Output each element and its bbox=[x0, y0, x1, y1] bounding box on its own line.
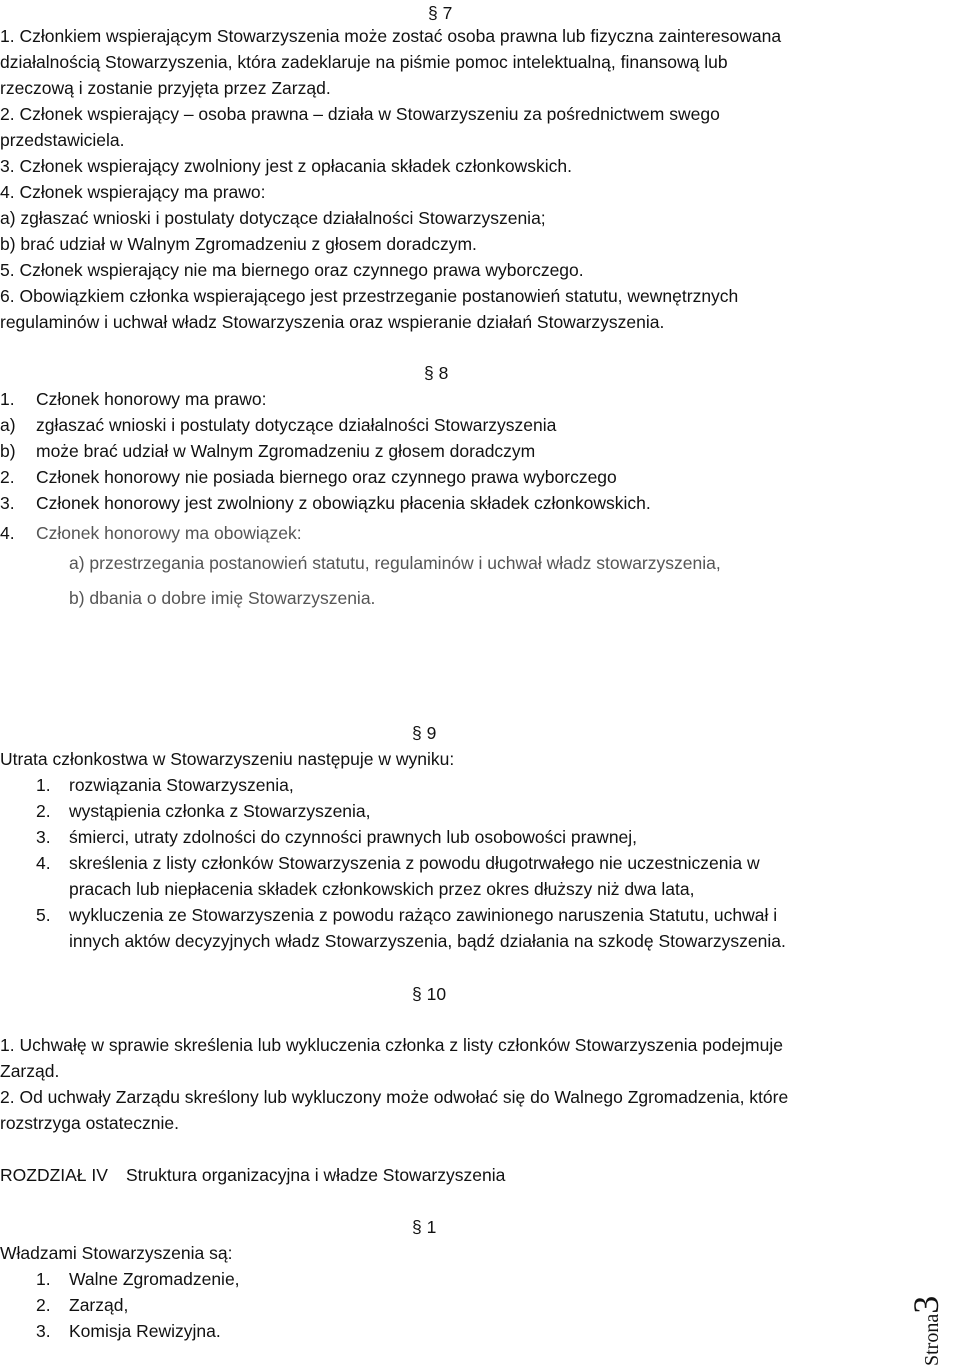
s9-item-text: wystąpienia członka z Stowarzyszenia, bbox=[69, 801, 371, 821]
s7-p6-line2: regulaminów i uchwał władz Stowarzyszenia oraz wspieranie działań Stowarzyszenia. bbox=[0, 312, 665, 332]
s7-p2-line2: przedstawiciela. bbox=[0, 130, 125, 150]
s7-p1-line1: 1. Członkiem wspierającym Stowarzyszenia może zostać osoba prawna lub fizyczna zainteresowana bbox=[0, 26, 782, 46]
section-8-heading: § 8 bbox=[424, 363, 449, 383]
s7-p5: 5. Członek wspierający nie ma biernego oraz czynnego prawa wyborczego. bbox=[0, 260, 584, 280]
s1-item-num: 2. bbox=[36, 1295, 51, 1315]
s8-item-num: a) bbox=[0, 415, 16, 435]
s9-item-text: wykluczenia ze Stowarzyszenia z powodu rażąco zawinionego naruszenia Statutu, uchwał i bbox=[69, 905, 778, 925]
s9-item-text: pracach lub niepłacenia składek członkowskich przez okres dłuższy niż dwa lata, bbox=[69, 879, 695, 899]
s8-item-num: 1. bbox=[0, 389, 15, 409]
s1-item-num: 3. bbox=[36, 1321, 51, 1341]
s7-p1-line2: działalnością Stowarzyszenia, która zadeklaruje na piśmie pomoc intelektualną, finansową lub bbox=[0, 52, 728, 72]
s7-p4: 4. Członek wspierający ma prawo: bbox=[0, 182, 266, 202]
s9-item bbox=[36, 928, 786, 954]
s8-item bbox=[0, 520, 302, 546]
s9-item bbox=[36, 902, 777, 928]
s9-item-num: 3. bbox=[36, 827, 51, 847]
s10-p1-line2: Zarząd. bbox=[0, 1061, 60, 1081]
s8-item-text: może brać udział w Walnym Zgromadzeniu z głosem doradczym bbox=[36, 441, 536, 461]
chapter-label: ROZDZIAŁ IV bbox=[0, 1165, 108, 1185]
section-9-heading: § 9 bbox=[412, 723, 437, 743]
s8-item bbox=[0, 386, 267, 412]
s9-item-num: 5. bbox=[36, 905, 51, 925]
chapter-title: Struktura organizacyjna i władze Stowarzyszenia bbox=[126, 1165, 506, 1185]
s9-item bbox=[36, 772, 294, 798]
s1-item-text: Zarząd, bbox=[69, 1295, 129, 1315]
page-number-label: Strona bbox=[921, 1313, 943, 1366]
s1-item-num: 1. bbox=[36, 1269, 51, 1289]
s9-item-num: 2. bbox=[36, 801, 51, 821]
s7-p1-line3: rzeczową i zostanie przyjęta przez Zarząd. bbox=[0, 78, 331, 98]
s7-p3: 3. Członek wspierający zwolniony jest z opłacania składek członkowskich. bbox=[0, 156, 572, 176]
section-1-heading: § 1 bbox=[412, 1217, 437, 1237]
s1-item-text: Walne Zgromadzenie, bbox=[69, 1269, 240, 1289]
s7-p6-line1: 6. Obowiązkiem członka wspierającego jest przestrzeganie postanowień statutu, wewnętrznych bbox=[0, 286, 739, 306]
s7-p4b: b) brać udział w Walnym Zgromadzeniu z głosem doradczym. bbox=[0, 234, 477, 254]
s8-item-text: Członek honorowy ma prawo: bbox=[36, 389, 267, 409]
s1-item bbox=[36, 1266, 240, 1292]
s9-item bbox=[36, 850, 760, 876]
section-7-heading: § 7 bbox=[428, 3, 453, 23]
s8-item bbox=[0, 412, 556, 438]
s9-item-num: 1. bbox=[36, 775, 51, 795]
s1-item bbox=[36, 1292, 128, 1318]
s8-item-text: Członek honorowy ma obowiązek: bbox=[36, 523, 302, 543]
s9-item bbox=[36, 798, 371, 824]
s8-item bbox=[0, 464, 617, 490]
s9-item-text: innych aktów decyzyjnych władz Stowarzyszenia, bądź działania na szkodę Stowarzyszenia. bbox=[69, 931, 786, 951]
s8-item bbox=[0, 438, 535, 464]
s8-item-num: b) bbox=[0, 441, 16, 461]
s8-duty-a: a) przestrzegania postanowień statutu, regulaminów i uchwał władz stowarzyszenia, bbox=[69, 553, 721, 573]
s9-intro: Utrata członkostwa w Stowarzyszeniu następuje w wyniku: bbox=[0, 749, 455, 769]
s8-duty-b: b) dbania o dobre imię Stowarzyszenia. bbox=[69, 588, 376, 608]
s7-p4a: a) zgłaszać wnioski i postulaty dotyczące działalności Stowarzyszenia; bbox=[0, 208, 546, 228]
s9-item bbox=[36, 824, 637, 850]
s10-p1-line1: 1. Uchwałę w sprawie skreślenia lub wykluczenia członka z listy członków Stowarzyszenia podejmuje bbox=[0, 1035, 783, 1055]
s8-item bbox=[0, 490, 651, 516]
s1-intro: Władzami Stowarzyszenia są: bbox=[0, 1243, 233, 1263]
s8-item-num: 4. bbox=[0, 523, 15, 543]
s8-item-num: 2. bbox=[0, 467, 15, 487]
page-number bbox=[905, 1296, 947, 1366]
chapter-heading bbox=[0, 1162, 505, 1188]
s9-item-text: śmierci, utraty zdolności do czynności prawnych lub osobowości prawnej, bbox=[69, 827, 638, 847]
s10-p2-line1: 2. Od uchwały Zarządu skreślony lub wykluczony może odwołać się do Walnego Zgromadzenia, które bbox=[0, 1087, 789, 1107]
s1-item bbox=[36, 1318, 221, 1344]
s9-item-num: 4. bbox=[36, 853, 51, 873]
s10-p2-line2: rozstrzyga ostatecznie. bbox=[0, 1113, 179, 1133]
page-number-value: 3 bbox=[906, 1295, 946, 1314]
s9-item-text: rozwiązania Stowarzyszenia, bbox=[69, 775, 294, 795]
s8-item-text: Członek honorowy nie posiada biernego oraz czynnego prawa wyborczego bbox=[36, 467, 617, 487]
s9-item bbox=[36, 876, 694, 902]
section-10-heading: § 10 bbox=[412, 984, 447, 1004]
s7-p2-line1: 2. Członek wspierający – osoba prawna – działa w Stowarzyszeniu za pośrednictwem swego bbox=[0, 104, 720, 124]
s8-item-text: Członek honorowy jest zwolniony z obowiązku płacenia składek członkowskich. bbox=[36, 493, 651, 513]
s1-item-text: Komisja Rewizyjna. bbox=[69, 1321, 221, 1341]
s9-item-text: skreślenia z listy członków Stowarzyszenia z powodu długotrwałego nie uczestniczenia w bbox=[69, 853, 760, 873]
s8-item-text: zgłaszać wnioski i postulaty dotyczące działalności Stowarzyszenia bbox=[36, 415, 557, 435]
s8-item-num: 3. bbox=[0, 493, 15, 513]
